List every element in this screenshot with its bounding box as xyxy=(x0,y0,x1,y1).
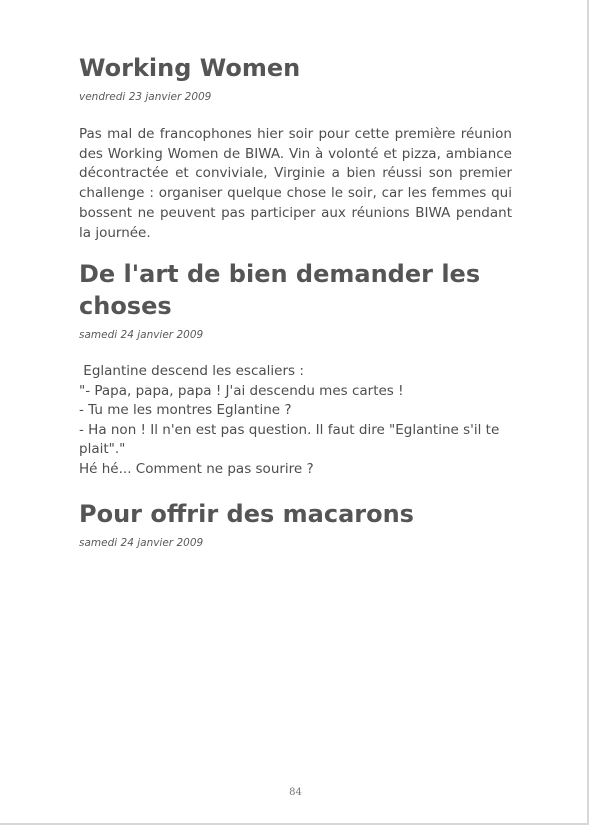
body-line: Eglantine descend les escaliers : xyxy=(79,363,304,379)
article-title: Working Women xyxy=(79,54,301,82)
body-line: Hé hé... Comment ne pas sourire ? xyxy=(79,460,314,477)
body-line: - Ha non ! Il n'en est pas question. Il faut dire "Eglantine s'il te plait"." xyxy=(79,421,500,457)
article-date: samedi 24 janvier 2009 xyxy=(79,329,204,341)
article-date: vendredi 23 janvier 2009 xyxy=(79,91,212,103)
article-title: De l'art de bien demander les choses xyxy=(79,260,481,320)
body-line: - Tu me les montres Eglantine ? xyxy=(79,402,292,418)
article-art-de-demander xyxy=(79,258,512,479)
article-date: samedi 24 janvier 2009 xyxy=(79,537,204,549)
article-body xyxy=(79,362,512,479)
body-line: "- Papa, papa, papa ! J'ai descendu mes cartes ! xyxy=(79,382,404,399)
article-working-women xyxy=(79,52,512,243)
article-title: Pour offrir des macarons xyxy=(79,500,414,528)
page-number: 84 xyxy=(289,787,302,798)
article-offrir-macarons xyxy=(79,498,512,550)
article-body: Pas mal de francophones hier soir pour cette première réunion des Working Women de BIWA. Vin à volonté et pizza, ambiance décontractée et conviviale, Virginie a bien réussi son premier challenge : organiser quelque chose le soir, car les femmes qui bossent ne peuvent pas participer aux réunions BIWA pendant la journée. xyxy=(79,126,512,241)
